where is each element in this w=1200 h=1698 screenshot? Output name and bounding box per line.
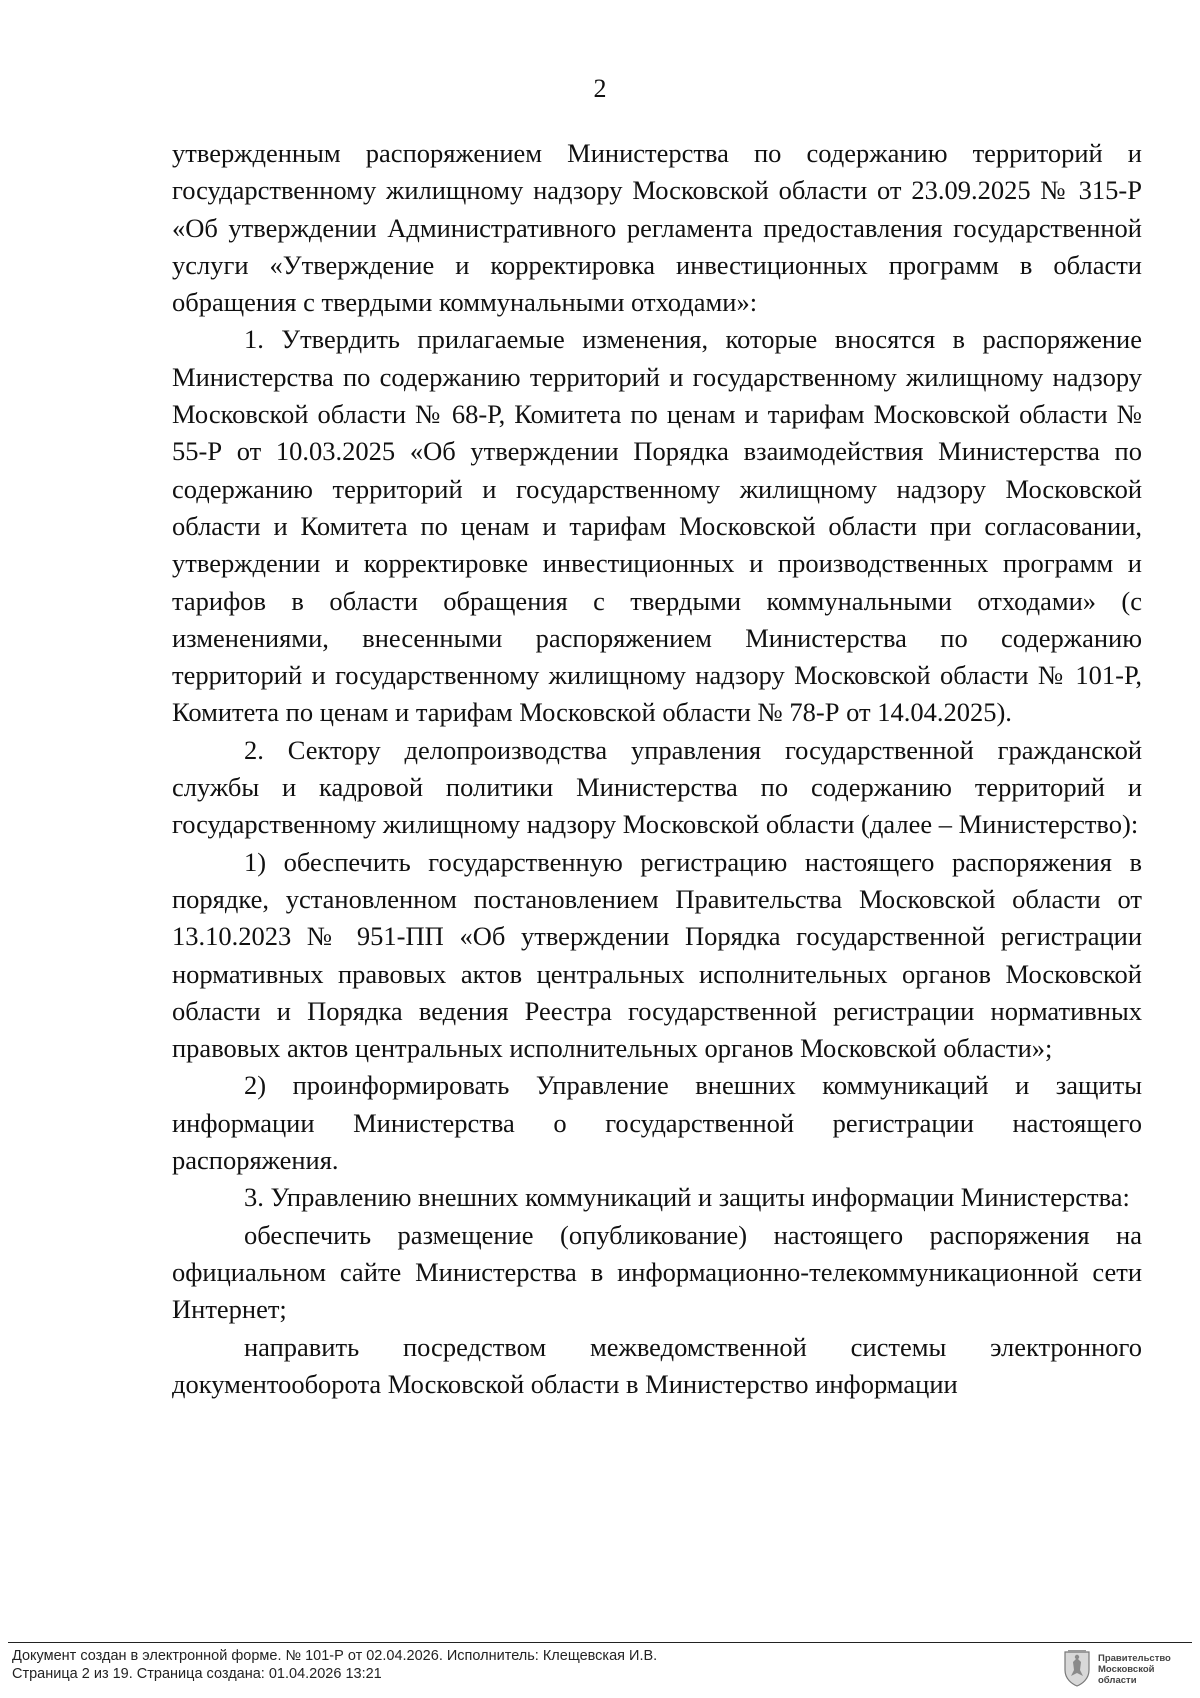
footer-divider [8,1642,1192,1643]
org-line-1: Правительство [1098,1652,1171,1664]
government-logo [1062,1648,1192,1690]
footer-line-document: Документ создан в электронной форме. № 101-Р от 02.04.2026. Исполнитель: Клещевская И.В. [12,1648,658,1664]
paragraph: 2) проинформировать Управление внешних коммуникаций и защиты информации Министерства о государственной регистрации настоящего распоряжения. [172,1070,1142,1176]
paragraph: обеспечить размещение (опубликование) настоящего распоряжения на официальном сайте Министерства в информационно-телекоммуникационной сети Интернет; [172,1219,1142,1325]
moscow-oblast-coat-of-arms-icon [1062,1650,1092,1688]
paragraph: 2. Сектору делопроизводства управления государственной гражданской службы и кадровой политики Министерства по содержанию территорий и государственному жилищному надзору Московской области (далее – Министерство): [172,734,1142,840]
footer-stamp [12,1647,657,1683]
page-number: 2 [593,74,607,103]
paragraph: 3. Управлению внешних коммуникаций и защиты информации Министерства: [244,1182,1130,1213]
document-body [172,135,1142,1403]
org-line-2: Московской области [1098,1663,1155,1686]
footer-line-page: Страница 2 из 19. Страница создана: 01.04.2026 13:21 [12,1666,382,1682]
government-name [1098,1653,1192,1686]
paragraph: 1) обеспечить государственную регистрацию настоящего распоряжения в порядке, установленном постановлением Правительства Московской области от 13.10.2023 № 951-ПП «Об утверждении Порядка государственной регистрации нормативных правовых актов центральных исполнительных органов Московской области и Порядка ведения Реестра государственной регистрации нормативных правовых актов центральных исполнительных органов Московской области»; [172,846,1142,1064]
paragraph: утвержденным распоряжением Министерства по содержанию территорий и государственному жилищному надзору Московской области от 23.09.2025 № 315-Р «Об утверждении Административного регламента предоставления государственной услуги «Утверждение и корректировка инвестиционных программ в области обращения с твердыми коммунальными отходами»: [172,138,1142,318]
paragraph: направить посредством межведомственной системы электронного документооборота Московской области в Министерство информации [172,1331,1142,1399]
paragraph: 1. Утвердить прилагаемые изменения, которые вносятся в распоряжение Министерства по содержанию территорий и государственному жилищному надзору Московской области № 68-Р, Комитета по ценам и тарифам Московской области № 55-Р от 10.03.2025 «Об утверждении Порядка взаимодействия Министерства по содержанию территорий и государственному жилищному надзору Московской области и Комитета по ценам и тарифам Московской области при согласовании, утверждении и корректировке инвестиционных и производственных программ и тарифов в области обращения с твердыми коммунальными отходами» (с изменениями, внесенными распоряжением Министерства по содержанию территорий и государственному жилищному надзору Московской области № 101-Р, Комитета по ценам и тарифам Московской области № 78-Р от 14.04.2025). [172,324,1142,728]
